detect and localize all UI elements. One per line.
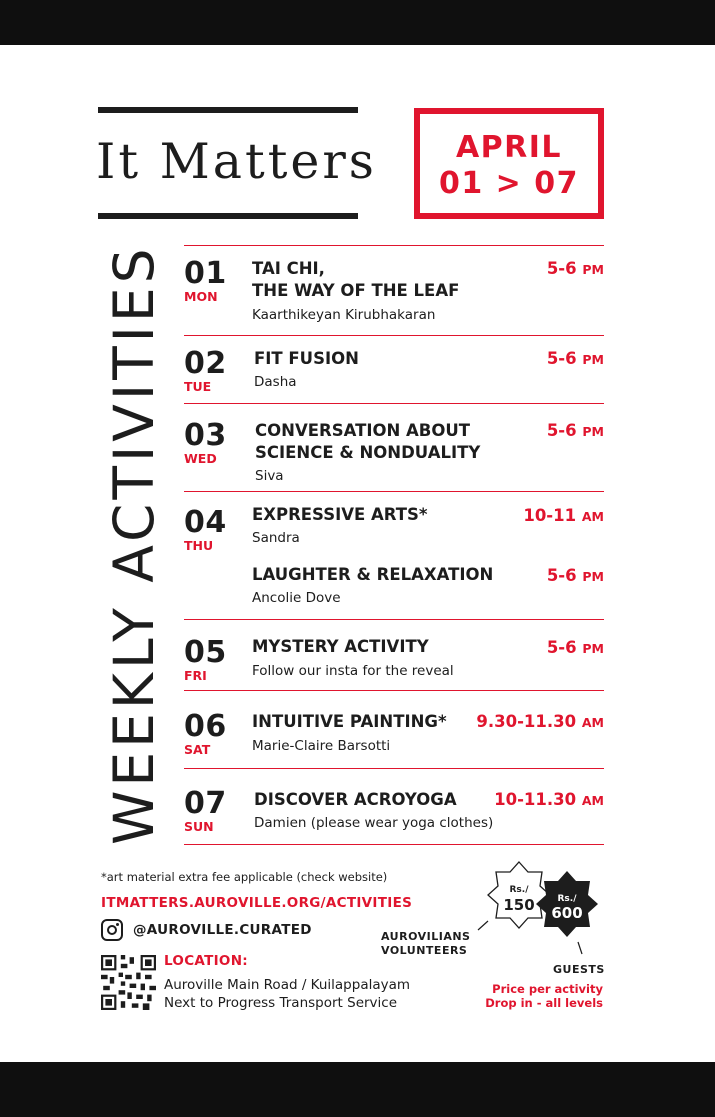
weekly-activities-heading: WEEKLY ACTIVITIES (102, 244, 166, 845)
day-number: 05 (184, 635, 227, 670)
date-month: APRIL (455, 130, 563, 165)
brand-title: It Matters (96, 133, 377, 190)
time-ampm: PM (582, 569, 604, 584)
activity-host: Sandra (252, 530, 300, 546)
day-name: SUN (184, 819, 214, 834)
date-box (414, 108, 604, 219)
activity-title-line: THE WAY OF THE LEAF (252, 281, 460, 300)
activity-host: Follow our insta for the reveal (252, 663, 454, 679)
schedule-bottom-rule (184, 844, 604, 845)
day-name: FRI (184, 668, 207, 683)
activity-host: Dasha (254, 374, 297, 390)
activity-title-line: FIT FUSION (254, 349, 359, 368)
day-row-06 (184, 690, 604, 768)
location-line: Next to Progress Transport Service (164, 995, 398, 1011)
time-ampm: PM (582, 424, 604, 439)
activity-time (547, 259, 604, 278)
price-note (485, 982, 603, 1010)
day-name: TUE (184, 379, 212, 394)
activity-time (494, 790, 604, 809)
day-name: THU (184, 538, 214, 553)
time-ampm: AM (581, 793, 604, 808)
aurovilian-currency: Rs./ (509, 885, 529, 895)
activity-title-line: EXPRESSIVE ARTS* (252, 505, 428, 524)
day-name: MON (184, 289, 218, 304)
time-ampm: PM (582, 352, 604, 367)
guest-price: 600 (551, 904, 583, 922)
activity-time (476, 712, 604, 731)
time-value: 5-6 (546, 638, 577, 657)
activity-host: Ancolie Dove (252, 590, 341, 606)
time-value: 5-6 (546, 566, 577, 585)
day-row-04 (184, 491, 604, 619)
time-ampm: AM (581, 715, 604, 730)
location-line: Auroville Main Road / Kuilappalayam (164, 977, 411, 993)
qr-code-icon[interactable] (101, 955, 156, 1010)
brand-bottom-rule (98, 213, 358, 219)
instagram-link[interactable] (101, 918, 312, 942)
poster (0, 45, 715, 1062)
activity-host: Kaarthikeyan Kirubhakaran (252, 307, 436, 323)
time-value: 5-6 (546, 421, 577, 440)
day-row-01 (184, 245, 604, 335)
location-label: LOCATION: (164, 953, 249, 969)
activity-time (547, 566, 604, 585)
time-value: 9.30-11.30 (476, 712, 577, 731)
aurovilian-label-line: AUROVILIANS (381, 930, 471, 943)
time-ampm: PM (582, 641, 604, 656)
guest-currency: Rs./ (557, 894, 577, 904)
price-badges (470, 850, 610, 960)
activity-title-line: CONVERSATION ABOUT (255, 421, 471, 440)
date-range: 01 > 07 (438, 166, 580, 201)
day-number: 04 (184, 505, 227, 540)
price-note-line: Price per activity (492, 982, 603, 996)
website-link[interactable]: ITMATTERS.AUROVILLE.ORG/ACTIVITIES (101, 895, 413, 911)
time-value: 10-11.30 (494, 790, 577, 809)
instagram-icon (101, 919, 123, 941)
activity-time (523, 506, 604, 525)
day-number: 02 (184, 346, 227, 381)
art-fee-note: *art material extra fee applicable (check website) (101, 870, 388, 884)
aurovilian-label (381, 930, 470, 958)
day-name: SAT (184, 742, 211, 757)
day-row-02 (184, 335, 604, 403)
aurovilian-pointer-line (478, 921, 488, 930)
activity-host: Damien (please wear yoga clothes) (254, 815, 494, 831)
activity-host: Marie-Claire Barsotti (252, 738, 391, 754)
day-number: 03 (184, 418, 227, 453)
activity-title-line: LAUGHTER & RELAXATION (252, 565, 494, 584)
day-number: 06 (184, 709, 227, 744)
price-note-line: Drop in - all levels (485, 996, 603, 1010)
time-value: 5-6 (546, 349, 577, 368)
activity-title-line: TAI CHI, (252, 259, 325, 278)
activity-title-line: INTUITIVE PAINTING* (252, 712, 447, 731)
time-ampm: AM (581, 509, 604, 524)
aurovilian-price-badge-icon (488, 862, 550, 928)
activity-title-line: SCIENCE & NONDUALITY (255, 443, 481, 462)
aurovilian-price: 150 (503, 896, 535, 914)
day-name: WED (184, 451, 217, 466)
day-row-03 (184, 403, 604, 491)
guest-pointer-line (578, 942, 582, 954)
time-ampm: PM (582, 262, 604, 277)
day-number: 01 (184, 256, 227, 291)
brand-top-rule (98, 107, 358, 113)
aurovilian-label-line: VOLUNTEERS (381, 944, 468, 957)
activity-title-line: MYSTERY ACTIVITY (252, 637, 429, 656)
guest-label: GUESTS (553, 963, 605, 976)
activity-title-line: DISCOVER ACROYOGA (254, 790, 457, 809)
activity-time (547, 638, 604, 657)
activity-time (547, 349, 604, 368)
time-value: 10-11 (523, 506, 577, 525)
day-number: 07 (184, 786, 227, 821)
activity-host: Siva (255, 468, 284, 484)
activity-time (547, 421, 604, 440)
day-row-05 (184, 619, 604, 690)
instagram-handle: @AUROVILLE.CURATED (133, 922, 312, 938)
day-row-07 (184, 768, 604, 844)
time-value: 5-6 (546, 259, 577, 278)
